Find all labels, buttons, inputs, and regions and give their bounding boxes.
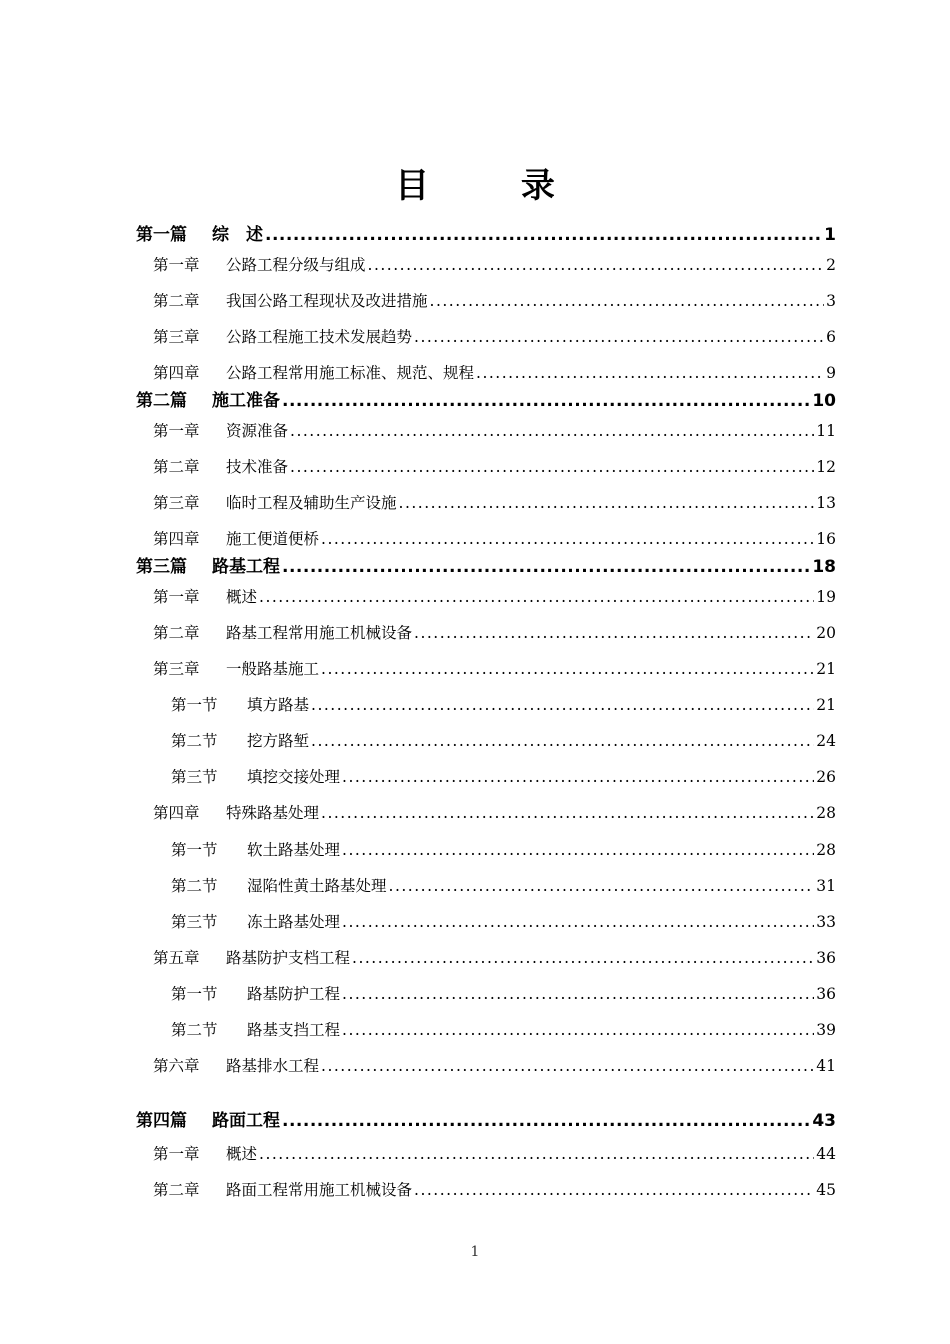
toc-entry-section[interactable] (136, 729, 836, 753)
toc-number: 第三节 (171, 913, 218, 931)
toc-number: 第一节 (171, 841, 218, 859)
toc-leader-dots (352, 946, 814, 970)
toc-entry-section[interactable] (136, 1018, 836, 1042)
footer-page-number: 1 (470, 1244, 480, 1260)
toc-page-number: 31 (816, 877, 836, 895)
toc-number: 第四章 (153, 804, 200, 822)
toc-title: 软土路基处理 (247, 841, 341, 859)
toc-leader-dots (290, 455, 814, 479)
toc-title: 公路工程分级与组成 (226, 256, 366, 274)
toc-page-number: 24 (816, 732, 836, 750)
toc-number: 第二章 (153, 1181, 200, 1199)
toc-title: 填挖交接处理 (247, 768, 341, 786)
toc-number: 第三章 (153, 660, 200, 678)
toc-entry-section[interactable] (136, 838, 836, 862)
toc-page-number: 11 (816, 422, 836, 440)
toc-leader-dots (311, 729, 814, 753)
toc-page-number: 26 (816, 768, 836, 786)
toc-entry-chapter[interactable] (136, 621, 836, 645)
toc-leader-dots (414, 1178, 814, 1202)
toc-entry-chapter[interactable] (136, 455, 836, 479)
toc-leader-dots (259, 585, 814, 609)
toc-entry-part[interactable] (136, 555, 836, 579)
toc-page-number: 43 (812, 1111, 836, 1131)
toc-title: 路基支挡工程 (247, 1021, 341, 1039)
toc-title: 路基防护支档工程 (226, 949, 351, 967)
toc-page-number: 21 (816, 660, 836, 678)
toc-title: 路基排水工程 (226, 1057, 320, 1075)
toc-number: 第二章 (153, 458, 200, 476)
toc-title: 施工准备 (212, 391, 280, 411)
toc-number: 第三章 (153, 328, 200, 346)
toc-entry-chapter[interactable] (136, 657, 836, 681)
toc-leader-dots (282, 389, 810, 413)
toc-title: 挖方路堑 (247, 732, 310, 750)
toc-number: 第一篇 (136, 225, 187, 245)
toc-entry-section[interactable] (136, 982, 836, 1006)
toc-entry-section[interactable] (136, 693, 836, 717)
toc-number: 第四章 (153, 364, 200, 382)
toc-leader-dots (311, 693, 814, 717)
toc-title: 一般路基施工 (226, 660, 320, 678)
toc-title: 路面工程 (212, 1111, 280, 1131)
toc-title: 公路工程常用施工标准、规范、规程 (226, 364, 475, 382)
toc-number: 第一节 (171, 696, 218, 714)
toc-leader-dots (342, 910, 814, 934)
toc-number: 第一章 (153, 1145, 200, 1163)
toc-page-number: 44 (816, 1145, 836, 1163)
toc-leader-dots (342, 765, 814, 789)
toc-title: 概述 (226, 588, 258, 606)
toc-page-number: 9 (826, 364, 836, 382)
toc-title: 施工便道便桥 (226, 530, 320, 548)
toc-leader-dots (414, 621, 814, 645)
toc-leader-dots (389, 874, 815, 898)
toc-number: 第三节 (171, 768, 218, 786)
toc-page-number: 6 (826, 328, 836, 346)
toc-page-number: 36 (816, 949, 836, 967)
toc-leader-dots (414, 325, 824, 349)
toc-number: 第二章 (153, 292, 200, 310)
toc-entry-chapter[interactable] (136, 253, 836, 277)
toc-page-number: 19 (816, 588, 836, 606)
toc-number: 第一章 (153, 422, 200, 440)
toc-number: 第二节 (171, 732, 218, 750)
toc-entry-section[interactable] (136, 910, 836, 934)
toc-title: 技术准备 (226, 458, 289, 476)
toc-page-number: 20 (816, 624, 836, 642)
toc-page-number: 28 (816, 804, 836, 822)
toc-entry-chapter[interactable] (136, 325, 836, 349)
toc-entry-chapter[interactable] (136, 491, 836, 515)
toc-leader-dots (290, 419, 814, 443)
toc-page-number: 13 (816, 494, 836, 512)
toc-leader-dots (476, 361, 824, 385)
toc-title: 特殊路基处理 (226, 804, 320, 822)
toc-number: 第二节 (171, 877, 218, 895)
toc-title: 湿陷性黄土路基处理 (247, 877, 387, 895)
toc-number: 第五章 (153, 949, 200, 967)
toc-title: 路基工程 (212, 557, 280, 577)
toc-page-number: 41 (816, 1057, 836, 1075)
toc-number: 第一节 (171, 985, 218, 1003)
toc-title: 概述 (226, 1145, 258, 1163)
toc-leader-dots (342, 838, 814, 862)
toc-entry-chapter[interactable] (136, 289, 836, 313)
toc-number: 第三章 (153, 494, 200, 512)
toc-entry-chapter[interactable] (136, 419, 836, 443)
toc-title: 路面工程常用施工机械设备 (226, 1181, 413, 1199)
toc-page-number: 12 (816, 458, 836, 476)
toc-entry-part[interactable] (136, 389, 836, 413)
toc-number: 第六章 (153, 1057, 200, 1075)
toc-page-number: 18 (812, 557, 836, 577)
toc-number: 第二章 (153, 624, 200, 642)
toc-number: 第二节 (171, 1021, 218, 1039)
toc-leader-dots (321, 527, 814, 551)
toc-page-number: 39 (816, 1021, 836, 1039)
toc-page-number: 21 (816, 696, 836, 714)
toc-entry-part[interactable] (136, 223, 836, 247)
toc-entry-chapter[interactable] (136, 1142, 836, 1166)
toc-title: 综 述 (212, 225, 263, 245)
toc-number: 第四篇 (136, 1111, 187, 1131)
toc-title: 路基防护工程 (247, 985, 341, 1003)
toc-page-number: 28 (816, 841, 836, 859)
toc-leader-dots (321, 801, 814, 825)
toc-entry-chapter[interactable] (136, 527, 836, 551)
toc-title: 资源准备 (226, 422, 289, 440)
toc-leader-dots (265, 223, 822, 247)
toc-page-number: 1 (824, 225, 836, 245)
toc-leader-dots (368, 253, 825, 277)
toc-title: 我国公路工程现状及改进措施 (226, 292, 428, 310)
toc-title: 公路工程施工技术发展趋势 (226, 328, 413, 346)
toc-number: 第四章 (153, 530, 200, 548)
toc-entry-section[interactable] (136, 765, 836, 789)
toc-entry-chapter[interactable] (136, 585, 836, 609)
toc-page-number: 3 (826, 292, 836, 310)
toc-number: 第一章 (153, 588, 200, 606)
toc-title: 填方路基 (247, 696, 310, 714)
toc-entry-chapter[interactable] (136, 801, 836, 825)
toc-title: 路基工程常用施工机械设备 (226, 624, 413, 642)
toc-entry-part[interactable] (136, 1109, 836, 1133)
toc-number: 第二篇 (136, 391, 187, 411)
toc-entry-section[interactable] (136, 874, 836, 898)
toc-entry-chapter[interactable] (136, 1054, 836, 1078)
toc-page-number: 2 (826, 256, 836, 274)
toc-page-number: 33 (816, 913, 836, 931)
toc-leader-dots (342, 982, 814, 1006)
toc-page-number: 16 (816, 530, 836, 548)
toc-leader-dots (430, 289, 825, 313)
toc-page-number: 45 (816, 1181, 836, 1199)
toc-title: 临时工程及辅助生产设施 (226, 494, 397, 512)
toc-title: 冻土路基处理 (247, 913, 341, 931)
toc-leader-dots (321, 1054, 814, 1078)
toc-leader-dots (399, 491, 815, 515)
toc-entry-chapter[interactable] (136, 1178, 836, 1202)
toc-leader-dots (342, 1018, 814, 1042)
toc-leader-dots (282, 1109, 810, 1133)
toc-number: 第一章 (153, 256, 200, 274)
toc-entry-chapter[interactable] (136, 946, 836, 970)
page-title: 目 录 (395, 166, 595, 206)
toc-page-number: 36 (816, 985, 836, 1003)
toc-entry-chapter[interactable] (136, 361, 836, 385)
toc-leader-dots (259, 1142, 814, 1166)
toc-number: 第三篇 (136, 557, 187, 577)
toc-leader-dots (282, 555, 810, 579)
toc-leader-dots (321, 657, 814, 681)
toc-page-number: 10 (812, 391, 836, 411)
